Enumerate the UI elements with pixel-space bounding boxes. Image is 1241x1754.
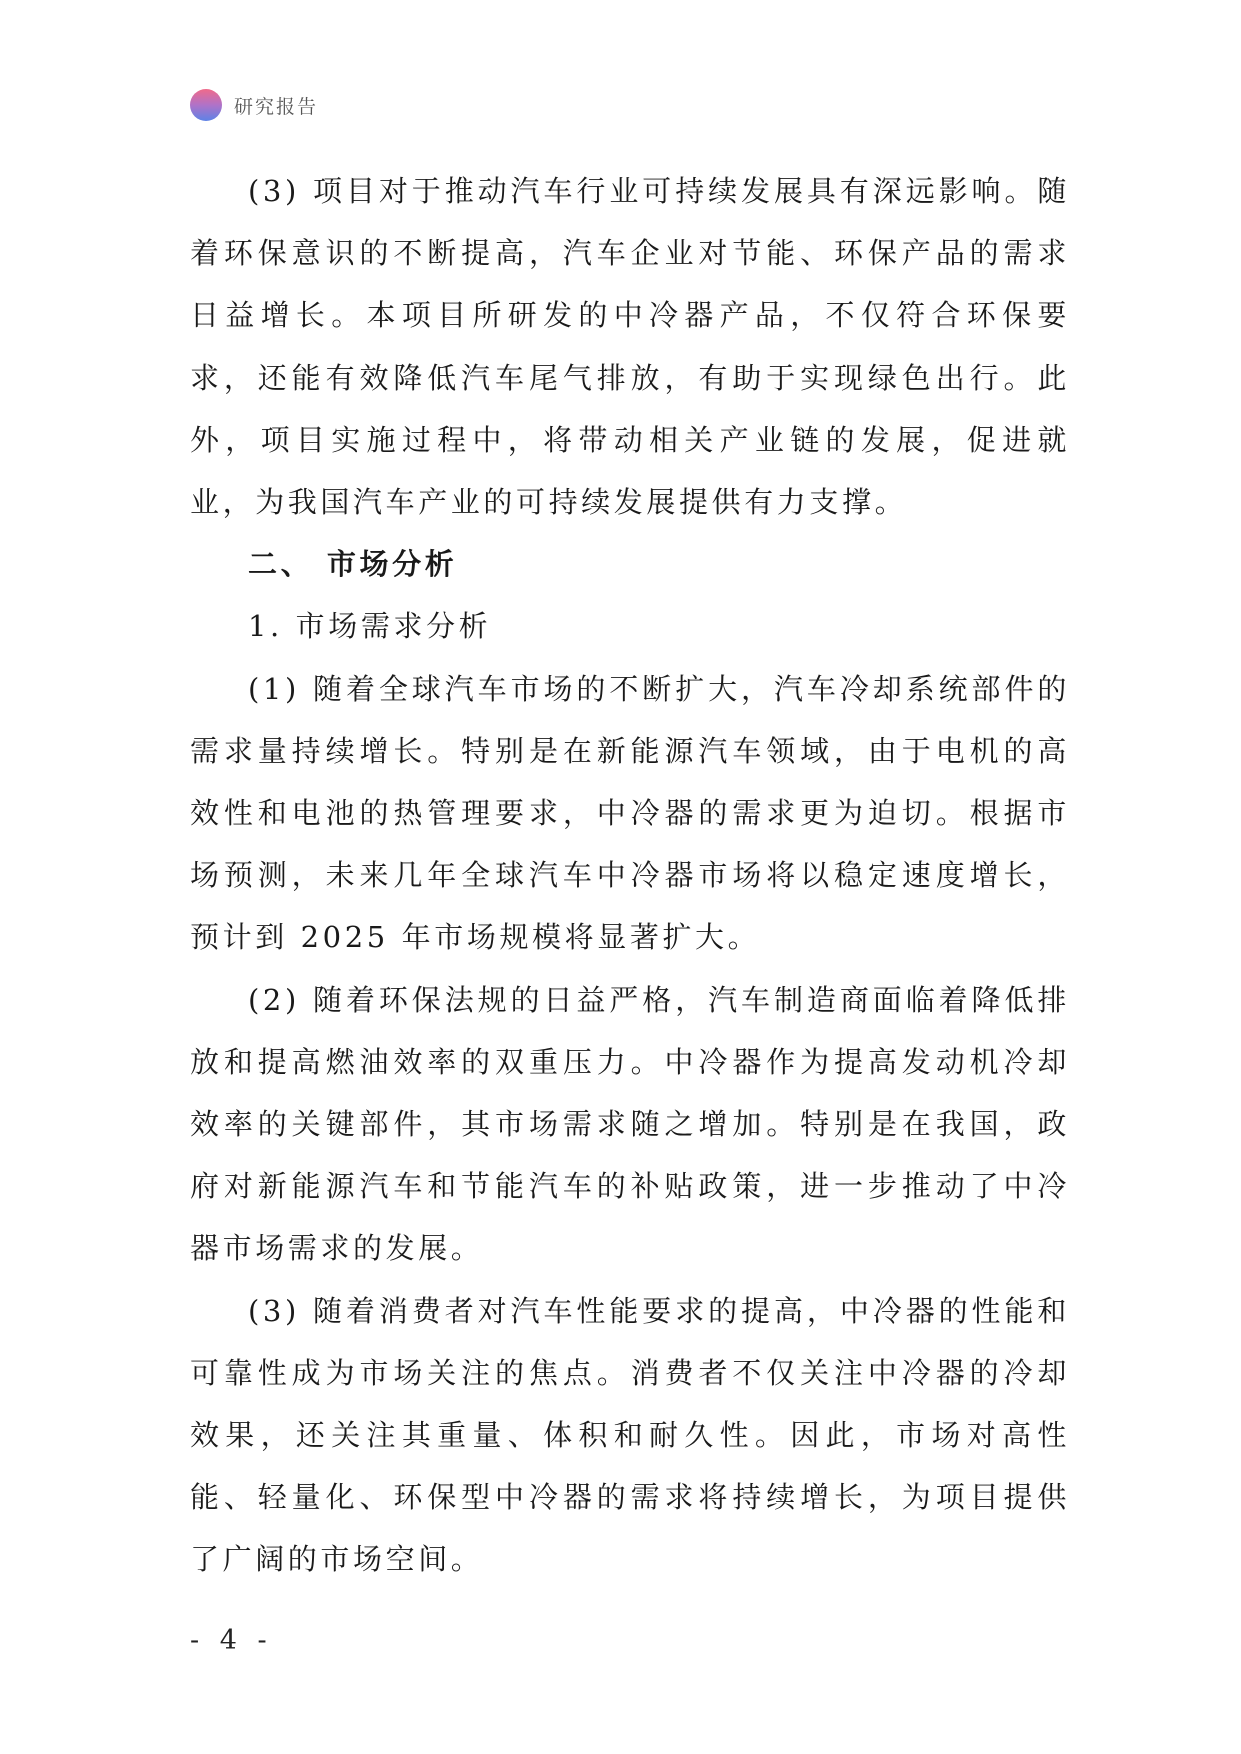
paragraph-demand-1: (1) 随着全球汽车市场的不断扩大，汽车冷却系统部件的需求量持续增长。特别是在新能源汽车领域，由于电机的高效性和电池的热管理要求，中冷器的需求更为迫切。根据市场预测，未来几年全球汽车中冷器市场将以稳定速度增长，预计到 2025 年市场规模将显著扩大。 <box>190 671 1070 955</box>
section-heading-market-analysis: 二、 市场分析 <box>248 547 458 582</box>
header-title: 研究报告 <box>234 95 319 118</box>
report-logo-icon <box>190 89 222 121</box>
page-header <box>190 88 318 122</box>
document-body <box>190 160 1070 1591</box>
paragraph-project-impact: (3) 项目对于推动汽车行业可持续发展具有深远影响。随着环保意识的不断提高，汽车企业对节能、环保产品的需求日益增长。本项目所研发的中冷器产品，不仅符合环保要求，还能有效降低汽车尾气排放，有助于实现绿色出行。此外，项目实施过程中，将带动相关产业链的发展，促进就业，为我国汽车产业的可持续发展提供有力支撑。 <box>190 174 1070 520</box>
subsection-heading-market-demand: 1. 市场需求分析 <box>248 609 492 644</box>
paragraph-demand-3: (3) 随着消费者对汽车性能要求的提高，中冷器的性能和可靠性成为市场关注的焦点。消费者不仅关注中冷器的冷却效果，还关注其重量、体积和耐久性。因此，市场对高性能、轻量化、环保型中冷器的需求将持续增长，为项目提供了广阔的市场空间。 <box>190 1293 1070 1577</box>
page-number: - 4 - <box>190 1625 273 1656</box>
paragraph-demand-2: (2) 随着环保法规的日益严格，汽车制造商面临着降低排放和提高燃油效率的双重压力。中冷器作为提高发动机冷却效率的关键部件，其市场需求随之增加。特别是在我国，政府对新能源汽车和节能汽车的补贴政策，进一步推动了中冷器市场需求的发展。 <box>190 982 1070 1266</box>
